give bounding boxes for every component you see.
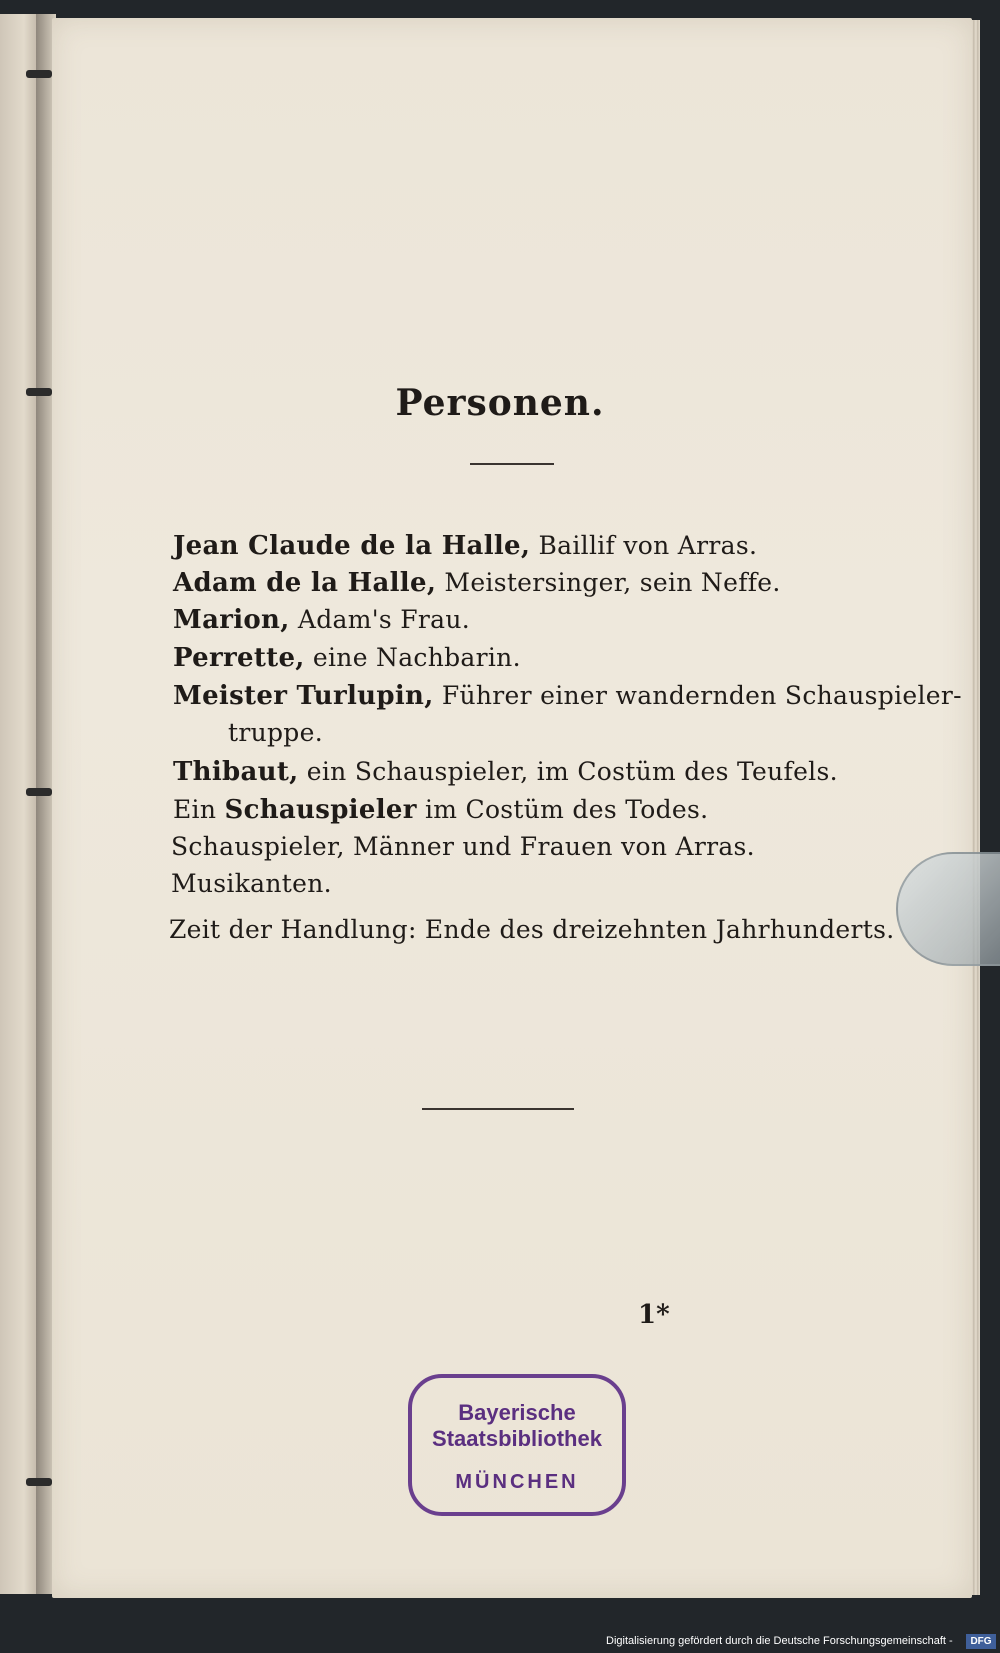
- character-description: Meistersinger, sein Neffe.: [444, 568, 781, 597]
- character-description: Musikanten.: [171, 869, 332, 898]
- page-title: Personen.: [395, 382, 605, 424]
- cast-entry: [173, 681, 962, 711]
- character-name: Schauspieler: [224, 795, 417, 825]
- character-name: Marion,: [173, 605, 290, 635]
- cast-entry: [173, 643, 521, 673]
- cast-entry: [173, 757, 838, 787]
- character-name: Adam de la Halle,: [173, 568, 437, 598]
- character-description: Adam's Frau.: [297, 605, 471, 634]
- dfg-logo: DFG: [966, 1634, 996, 1649]
- cast-entry: [173, 568, 781, 598]
- cast-entry: [173, 795, 708, 825]
- setting-note: [169, 915, 894, 944]
- cast-entry: [173, 531, 757, 561]
- character-name: Perrette,: [173, 643, 305, 673]
- character-description: im Costüm des Todes.: [424, 795, 709, 824]
- character-description: Baillif von Arras.: [538, 531, 758, 560]
- stamp-line: Staatsbibliothek: [432, 1426, 602, 1451]
- closing-rule: [422, 1108, 574, 1110]
- cast-entry: [173, 605, 470, 635]
- cast-entry: [171, 869, 332, 898]
- library-stamp: [408, 1374, 626, 1516]
- character-name: Meister Turlupin,: [173, 681, 434, 711]
- time-of-action: Zeit der Handlung: Ende des dreizehnten Jahrhunderts.: [169, 915, 895, 944]
- cast-entry-continuation: [228, 718, 323, 747]
- title-rule: [470, 463, 554, 465]
- stamp-line: Bayerische: [458, 1400, 576, 1425]
- page-number: 1*: [638, 1300, 670, 1330]
- digitization-credit: Digitalisierung gefördert durch die Deutsche Forschungsgemeinschaft -: [606, 1635, 953, 1647]
- entry-prefix: Ein: [173, 795, 217, 824]
- character-name: Thibaut,: [173, 757, 299, 787]
- character-description: Schauspieler, Männer und Frauen von Arras.: [171, 832, 755, 861]
- character-description: eine Nachbarin.: [312, 643, 521, 672]
- stamp-line: MÜNCHEN: [455, 1471, 579, 1493]
- character-name: Jean Claude de la Halle,: [173, 531, 531, 561]
- character-description: Führer einer wandernden Schauspieler-: [441, 681, 962, 710]
- cast-entry: [171, 832, 755, 861]
- character-description: ein Schauspieler, im Costüm des Teufels.: [306, 757, 838, 786]
- character-description: truppe.: [228, 718, 323, 747]
